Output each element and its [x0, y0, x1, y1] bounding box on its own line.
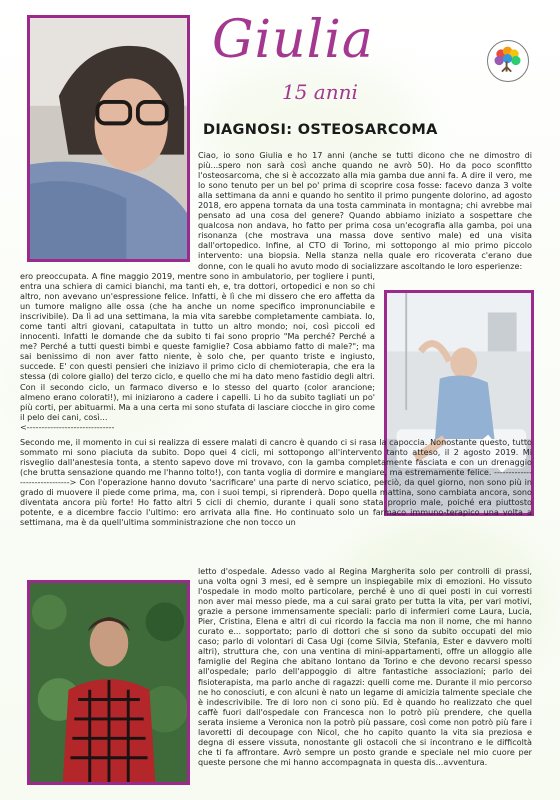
separator-arrow: <------------------------------	[20, 421, 115, 432]
story-paragraph-3: Secondo me, il momento in cui si realizza di essere malati di cancro è quando ci si rasa la capoccia. Nonostante questo, tutto sommato mi sono piaciuta da subito. Dopo quei 4 cicli, mi sottopongo all'intervento tanto atteso, il 2 agosto 2019. Mi risveglio dall'anestesia tonta, a stento sapevo dove mi trovavo, con la gamba completamente fasciata e con un drenaggio (che brutta sensazione quando me l'hanno tolto!), con tanta voglia di dormire e mangiare, ma estremamente felice. ------------------------------> Con l'operazione hanno dovuto 'sacrificare' una parte di nervo sciatico, perciò, da quel giorno, non sono più in grado di muovere il piede come prima, ma, con i suoi tempi, si riprenderà. Dopo quella mattina, sono cambiata ancora, sono diventata ancora più forte! Ho fatto altri 5 cicli di chemio, durante i quali sono stata proprio male, poiché era piuttosto potente, e a dicembre faccio l'ultimo: ero arrivata alla fine. Ho continuato solo un farmaco immuno-terapico una volta a settimana, ma è da quell'ultima somministrazione che non tocco un	[20, 437, 532, 528]
story-paragraph-4: letto d'ospedale. Adesso vado al Regina Margherita solo per controlli di prassi, una volta ogni 3 mesi, ed è sempre un inspiegabile mix di emozioni. Ho vissuto l'ospedale in modo molto particolare, perché è uno di quei posti in cui vorresti non aver mai messo piede, ma a cui sarai grato per tutta la vita, per vari motivi, grazie a persone immensamente speciali: parlo di infermieri come Laura, Lucia, Pier, Cristina, Elena e altri di cui ricordo la faccia ma non il nome, che mi hanno curato e... sopportato; parlo di dottori che si sono da subito occupati del mio caso; parlo di volontari di Casa Ugi (come Silvia, Stefania, Ester e davvero molti altri), struttura che, con una ventina di mini-appartamenti, offre un alloggio alle famiglie del Regina che abitano lontano da Torino e che devono recarsi spesso all'ospedale; parlo dell'appoggio di altre fantastiche associazioni; parlo dei fisioterapista, ma parlo anche di ragazzi: quelli come me. Durante il mio percorso ne ho conosciuti, e con alcuni è nato un legame di amicizia talmente speciale che è indescrivibile. Tre di loro non ci sono più. Ed è quando ho realizzato che quel caffè fuori dall'ospedale con Francesca non lo potrò più prendere, che quella serata insieme a Veronica non la potrò più passare, così come non potrò più fare i lavoretti di decoupage con Nicol, che ho capito quanto la vita sia preziosa e degna di essere vissuta, nonostante gli ostacoli che si incontrano e le difficoltà che ti fa affrontare. Avrò sempre un posto grande e speciale nel mio cuore per queste persone che mi hanno accompagnata in questa dis...avventura.	[198, 566, 532, 767]
story-paragraph-1: Ciao, io sono Giulia e ho 17 anni (anche se tutti dicono che ne dimostro di più...spero non sarà così anche quando ne avrò 50). Ho da poco sconfitto l'osteosarcoma, che si è accozzato alla mia gamba due anni fa. A dire il vero, me lo sono tenuto per un bel po' prima di scoprire cosa fosse: facevo danza 3 volte alla settimana da anni e quando ho sentito il primo pungente dolorino, ad agosto 2018, ero appena tornata da una tosta camminata in montagna; chi avrebbe mai pensato ad una cosa del genere? Quando abbiamo iniziato a sospettare che qualcosa non andava, ho fatto per prima cosa un'ecografia alla gamba, poi una risonanza (che mostrava una massa dove sentivo male) ed una visita dall'ortopedico. Infine, al CTO di Torino, mi sottopongo al mio primo piccolo intervento: una biopsia. Nella stanza nella quale ero ricoverata c'erano due donne, con le quali ho avuto modo di socializzare ascoltando le loro esperienze:	[198, 150, 532, 271]
page-title: Giulia	[212, 10, 374, 70]
diagnosis-heading: DIAGNOSI: OSTEOSARCOMA	[203, 122, 438, 138]
portrait-photo-outdoor	[27, 580, 190, 785]
story-paragraph-2	[20, 271, 375, 432]
outdoor-photo-image	[30, 583, 187, 782]
tree-of-life-icon	[487, 40, 529, 82]
portrait-photo	[27, 15, 190, 262]
age-subtitle: 15 anni	[282, 80, 358, 104]
logo-graphic	[488, 41, 527, 80]
portrait-photo-image	[30, 18, 187, 259]
story-paragraph-2-text: ero preoccupata. A fine maggio 2019, mentre sono in ambulatorio, per togliere i punti, entra una schiera di camici bianchi, ma tanti eh, e, tra dottori, ortopedici e non so chi altro, non avevano un'espressione felice. Infatti, è lì che mi dissero che ero affetta da un tumore maligno alle ossa (che ha anche un nome specifico impronunciabile e inscrivibile). Da lì ad una settimana, la mia vita sarebbe completamente cambiata. Io, come tanti altri giovani, catapultata in tutto un altro mondo; noi, così piccoli ed innocenti. Infatti le domande che da subito ti fai sono proprio "Ma perché? Perché a me? Perché a tutti questi bimbi e queste famiglie? Cosa abbiamo fatto di male?"; ma sai benissimo di non aver fatto niente, è solo che, per quanto triste e ingiusto, succede. E' con questi pensieri che iniziavo il primo ciclo di chemioterapia, che era la stessa (di colore giallo) del terzo ciclo, e quello che mi ha dato meno fastidio degli altri. Con il secondo ciclo, un farmaco diverso e lo stesso del quarto (color arancione; almeno erano colorati!), mi iniziarono a cadere i capelli. Li ho da subito tagliati un po' più corti, per abituarmi. Ma a una certa mi sono stufata di lasciare ciocche in giro come il pelo dei cani, così...	[20, 271, 375, 422]
